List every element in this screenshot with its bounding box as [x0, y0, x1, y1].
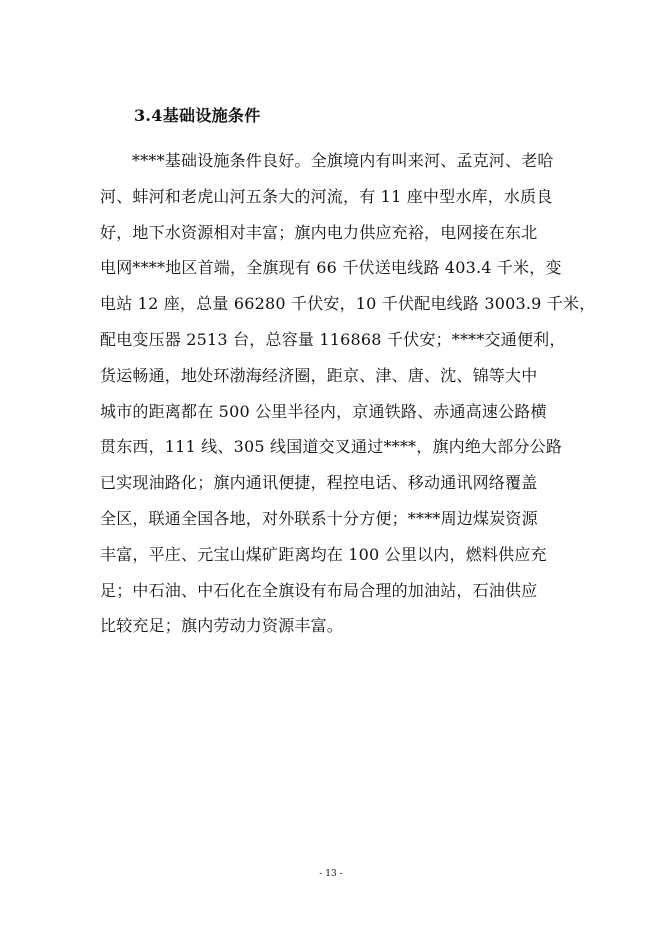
- paragraph-line: 足；中石油、中石化在全旗设有布局合理的加油站，石油供应: [100, 580, 538, 600]
- paragraph-line: 配电变压器 2513 台，总容量 116868 千伏安；****交通便利，: [100, 329, 566, 349]
- paragraph-line: 河、蚌河和老虎山河五条大的河流，有 11 座中型水库，水质良: [100, 186, 553, 206]
- paragraph-line: 电网****地区首端，全旗现有 66 千伏送电线路 403.4 千米，变: [100, 258, 562, 278]
- page-number: - 13 -: [319, 869, 343, 879]
- paragraph-line: 好，地下水资源相对丰富；旗内电力供应充裕，电网接在东北: [100, 222, 538, 242]
- paragraph-line: 丰富，平庄、元宝山煤矿距离均在 100 公里以内，燃料供应充: [100, 544, 547, 564]
- paragraph-line: 已实现油路化；旗内通讯便捷，程控电话、移动通讯网络覆盖: [100, 473, 538, 493]
- body-paragraph: [100, 143, 596, 644]
- paragraph-line: 城市的距离都在 500 公里半径内，京通铁路、赤通高速公路横: [100, 401, 547, 421]
- paragraph-line: 比较充足；旗内劳动力资源丰富。: [100, 616, 344, 636]
- paragraph-line: ****基础设施条件良好。全旗境内有叫来河、孟克河、老哈: [132, 151, 554, 170]
- paragraph-line: 贯东西，111 线、305 线国道交叉通过****，旗内绝大部分公路: [100, 437, 563, 457]
- paragraph-line: 电站 12 座，总量 66280 千伏安，10 千伏配电线路 3003.9 千米，: [100, 294, 596, 314]
- section-heading: 3.4基础设施条件: [134, 106, 261, 125]
- paragraph-line: 全区，联通全国各地，对外联系十分方便；****周边煤炭资源: [100, 508, 538, 528]
- paragraph-line: 货运畅通，地处环渤海经济圈，距京、津、唐、沈、锦等大中: [100, 365, 538, 385]
